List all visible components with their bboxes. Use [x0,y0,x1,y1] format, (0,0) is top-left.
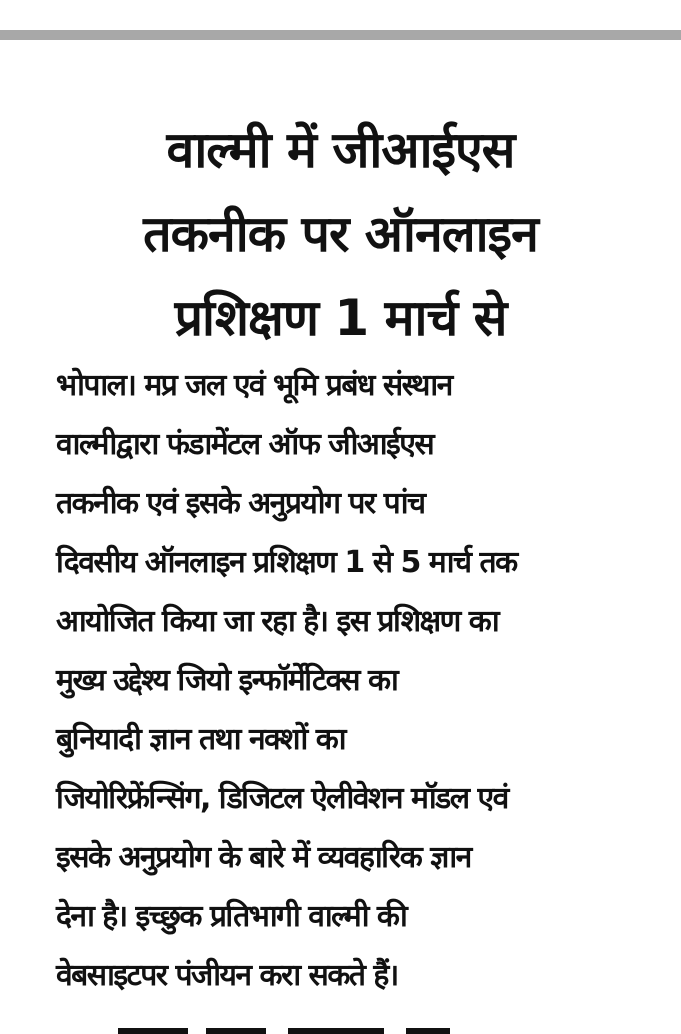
headline-line: तकनीक पर ऑनलाइन [143,205,538,263]
article-body [56,356,676,1005]
body-line: भोपाल। मप्र जल एवं भूमि प्रबंध संस्थान [56,368,452,403]
body-line: आयोजित किया जा रहा है। इस प्रशिक्षण का [56,604,499,639]
article-headline [0,108,681,360]
body-line: बुनियादी ज्ञान तथा नक्शों का [56,722,346,757]
body-line: दिवसीय ऑनलाइन प्रशिक्षण 1 से 5 मार्च तक [56,545,517,580]
body-line: देना है। इच्छुक प्रतिभागी वाल्मी की [56,899,407,934]
body-line: मुख्य उद्देश्य जियो इन्फॉर्मेटिक्स का [56,663,398,698]
body-line: जियोरिफ्रेंन्सिंग, डिजिटल ऐलीवेशन मॉडल एवं [56,781,508,816]
cropped-next-headline [56,1018,636,1034]
body-line: वाल्मीद्वारा फंडामेंटल ऑफ जीआईएस [56,427,434,462]
headline-line: वाल्मी में जीआईएस [166,121,515,179]
headline-line: प्रशिक्षण 1 मार्च से [174,289,507,347]
body-line: इसके अनुप्रयोग के बारे में व्यवहारिक ज्ञान [56,840,471,875]
body-line: वेबसाइटपर पंजीयन करा सकते हैं। [56,958,398,993]
body-line: तकनीक एवं इसके अनुप्रयोग पर पांच [56,486,425,521]
